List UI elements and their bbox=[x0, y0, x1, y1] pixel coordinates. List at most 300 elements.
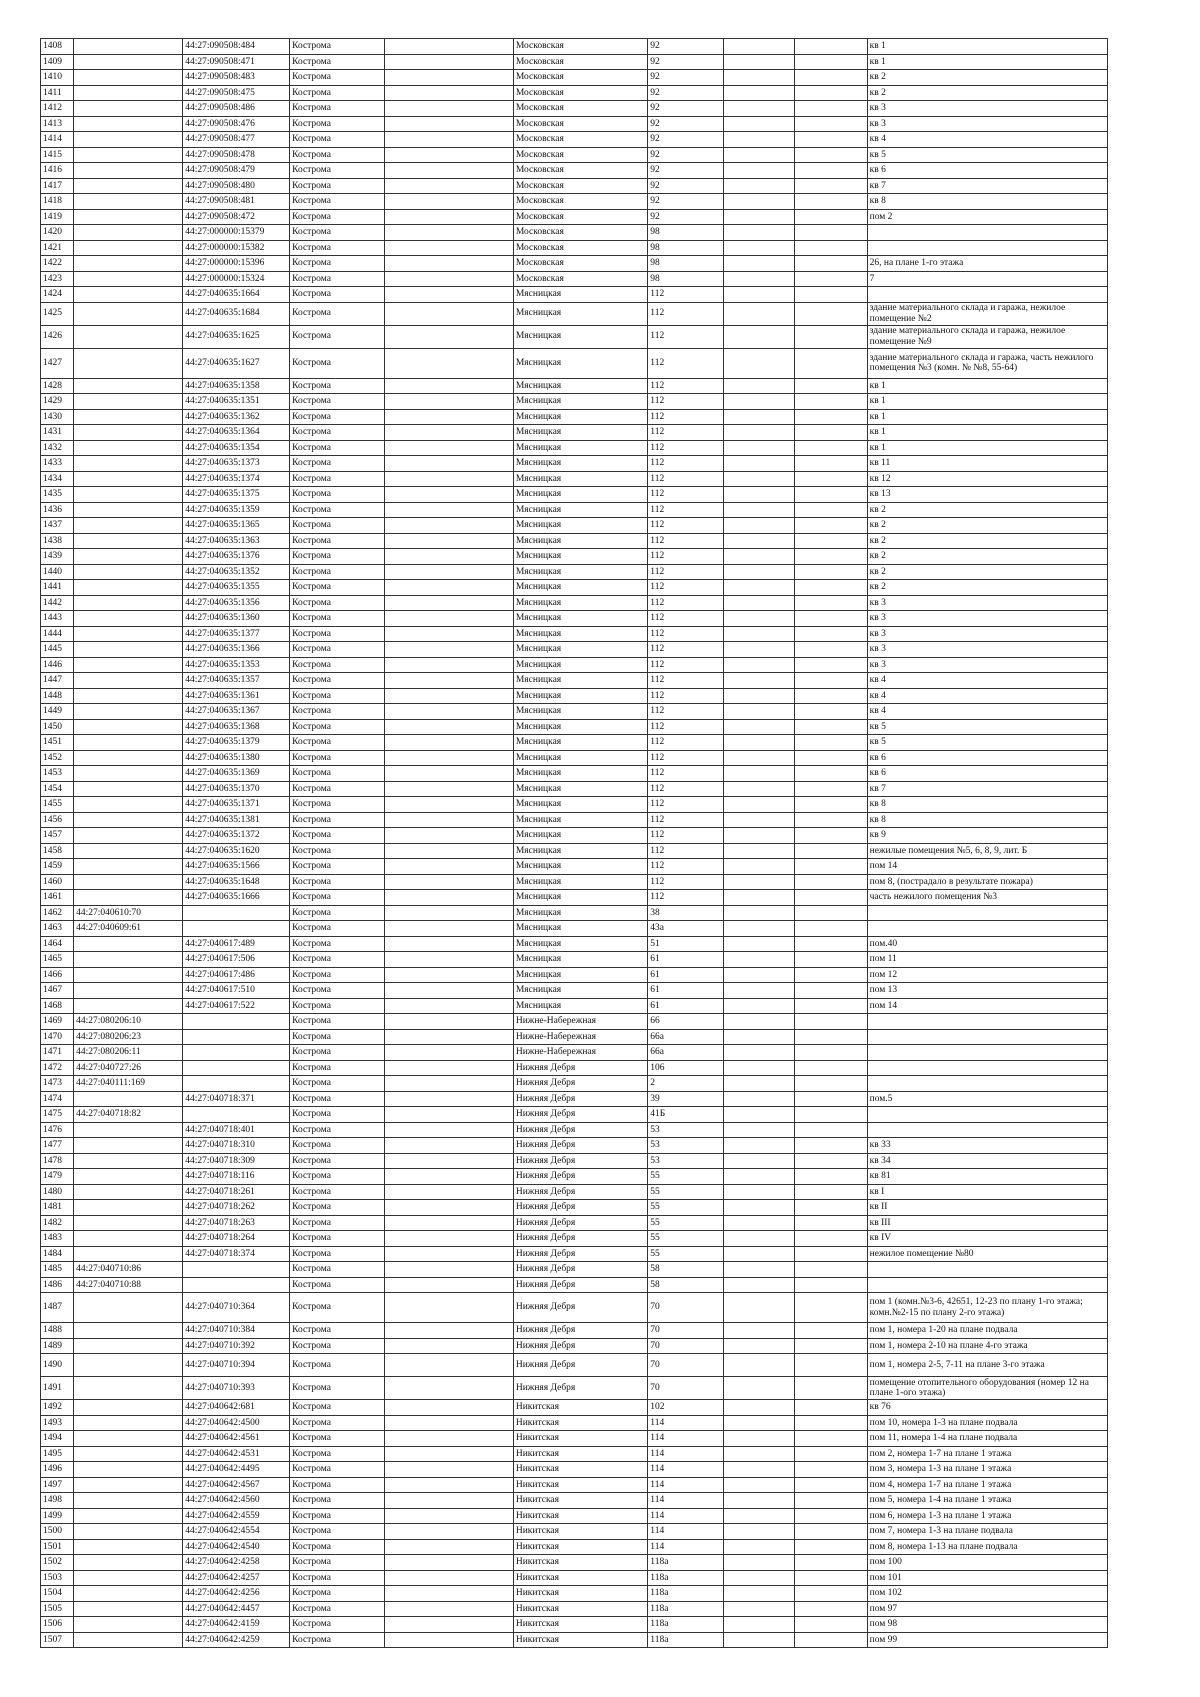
row-number-cell: 1447 bbox=[41, 673, 74, 689]
city-cell: Кострома bbox=[290, 874, 385, 890]
house-number-cell: 112 bbox=[648, 750, 724, 766]
house-number-cell: 39 bbox=[648, 1091, 724, 1107]
district-cell bbox=[384, 766, 513, 782]
table-row bbox=[41, 394, 1108, 410]
city-cell: Кострома bbox=[290, 70, 385, 86]
street-cell: Мясницкая bbox=[513, 905, 647, 921]
house-number-cell: 114 bbox=[648, 1524, 724, 1540]
building-cadastral-number-cell bbox=[74, 735, 183, 751]
premises-description-cell: кв III bbox=[867, 1215, 1107, 1231]
premises-description-cell: кв 5 bbox=[867, 719, 1107, 735]
structure-cell bbox=[794, 1277, 867, 1293]
building-cadastral-number-cell bbox=[74, 225, 183, 241]
house-number-cell: 92 bbox=[648, 163, 724, 179]
building-cadastral-number-cell bbox=[74, 1323, 183, 1339]
street-cell: Мясницкая bbox=[513, 998, 647, 1014]
house-number-cell: 114 bbox=[648, 1431, 724, 1447]
building-cadastral-number-cell: 44:27:040609:61 bbox=[74, 921, 183, 937]
building-cadastral-number-cell bbox=[74, 1293, 183, 1323]
table-row bbox=[41, 1601, 1108, 1617]
city-cell: Кострома bbox=[290, 1262, 385, 1278]
unit-cadastral-number-cell: 44:27:090508:486 bbox=[183, 101, 290, 117]
structure-cell bbox=[794, 471, 867, 487]
premises-description-cell: пом 10, номера 1-3 на плане подвала bbox=[867, 1415, 1107, 1431]
premises-description-cell: кв 2 bbox=[867, 518, 1107, 534]
premises-description-cell: пом 8, (пострадало в результате пожара) bbox=[867, 874, 1107, 890]
building-cell bbox=[724, 549, 795, 565]
unit-cadastral-number-cell: 44:27:040635:1374 bbox=[183, 471, 290, 487]
table-row bbox=[41, 70, 1108, 86]
building-cadastral-number-cell bbox=[74, 425, 183, 441]
city-cell: Кострома bbox=[290, 936, 385, 952]
unit-cadastral-number-cell: 44:27:040718:264 bbox=[183, 1231, 290, 1247]
row-number-cell: 1443 bbox=[41, 611, 74, 627]
house-number-cell: 112 bbox=[648, 348, 724, 378]
structure-cell bbox=[794, 1184, 867, 1200]
building-cadastral-number-cell bbox=[74, 983, 183, 999]
row-number-cell: 1473 bbox=[41, 1076, 74, 1092]
street-cell: Никитская bbox=[513, 1400, 647, 1416]
city-cell: Кострома bbox=[290, 1014, 385, 1030]
row-number-cell: 1497 bbox=[41, 1477, 74, 1493]
house-number-cell: 112 bbox=[648, 409, 724, 425]
building-cadastral-number-cell bbox=[74, 549, 183, 565]
building-cadastral-number-cell bbox=[74, 580, 183, 596]
street-cell: Мясницкая bbox=[513, 673, 647, 689]
street-cell: Нижняя Дебря bbox=[513, 1277, 647, 1293]
city-cell: Кострома bbox=[290, 1446, 385, 1462]
district-cell bbox=[384, 983, 513, 999]
table-row bbox=[41, 271, 1108, 287]
house-number-cell: 112 bbox=[648, 859, 724, 875]
street-cell: Нижне-Набережная bbox=[513, 1045, 647, 1061]
premises-description-cell bbox=[867, 1122, 1107, 1138]
structure-cell bbox=[794, 1076, 867, 1092]
house-number-cell: 112 bbox=[648, 564, 724, 580]
district-cell bbox=[384, 39, 513, 55]
unit-cadastral-number-cell bbox=[183, 1045, 290, 1061]
premises-description-cell: пом 11 bbox=[867, 952, 1107, 968]
premises-description-cell: пом 14 bbox=[867, 998, 1107, 1014]
city-cell: Кострома bbox=[290, 1415, 385, 1431]
building-cadastral-number-cell bbox=[74, 194, 183, 210]
row-number-cell: 1486 bbox=[41, 1277, 74, 1293]
district-cell bbox=[384, 1338, 513, 1354]
unit-cadastral-number-cell: 44:27:040635:1359 bbox=[183, 502, 290, 518]
premises-description-cell bbox=[867, 1107, 1107, 1123]
street-cell: Нижняя Дебря bbox=[513, 1262, 647, 1278]
premises-description-cell: кв 1 bbox=[867, 54, 1107, 70]
building-cell bbox=[724, 1277, 795, 1293]
district-cell bbox=[384, 70, 513, 86]
city-cell: Кострома bbox=[290, 1323, 385, 1339]
building-cell bbox=[724, 1446, 795, 1462]
building-cell bbox=[724, 936, 795, 952]
building-cadastral-number-cell bbox=[74, 1415, 183, 1431]
building-cadastral-number-cell: 44:27:040710:88 bbox=[74, 1277, 183, 1293]
building-cadastral-number-cell: 44:27:080206:11 bbox=[74, 1045, 183, 1061]
house-number-cell: 118а bbox=[648, 1555, 724, 1571]
premises-description-cell: кв 5 bbox=[867, 735, 1107, 751]
district-cell bbox=[384, 1539, 513, 1555]
table-row bbox=[41, 116, 1108, 132]
city-cell: Кострома bbox=[290, 998, 385, 1014]
unit-cadastral-number-cell: 44:27:040635:1371 bbox=[183, 797, 290, 813]
unit-cadastral-number-cell: 44:27:090508:481 bbox=[183, 194, 290, 210]
premises-description-cell: пом.40 bbox=[867, 936, 1107, 952]
unit-cadastral-number-cell: 44:27:040718:310 bbox=[183, 1138, 290, 1154]
table-row bbox=[41, 1415, 1108, 1431]
table-row bbox=[41, 302, 1108, 325]
table-row bbox=[41, 921, 1108, 937]
table-row bbox=[41, 843, 1108, 859]
city-cell: Кострома bbox=[290, 271, 385, 287]
row-number-cell: 1502 bbox=[41, 1555, 74, 1571]
row-number-cell: 1499 bbox=[41, 1508, 74, 1524]
house-number-cell: 61 bbox=[648, 967, 724, 983]
row-number-cell: 1411 bbox=[41, 85, 74, 101]
structure-cell bbox=[794, 1617, 867, 1633]
district-cell bbox=[384, 85, 513, 101]
premises-description-cell: кв 2 bbox=[867, 564, 1107, 580]
building-cadastral-number-cell bbox=[74, 178, 183, 194]
city-cell: Кострома bbox=[290, 533, 385, 549]
building-cadastral-number-cell bbox=[74, 673, 183, 689]
premises-description-cell bbox=[867, 1262, 1107, 1278]
district-cell bbox=[384, 673, 513, 689]
street-cell: Нижняя Дебря bbox=[513, 1122, 647, 1138]
structure-cell bbox=[794, 564, 867, 580]
house-number-cell: 70 bbox=[648, 1293, 724, 1323]
house-number-cell: 114 bbox=[648, 1477, 724, 1493]
unit-cadastral-number-cell: 44:27:040642:681 bbox=[183, 1400, 290, 1416]
building-cell bbox=[724, 1555, 795, 1571]
city-cell: Кострома bbox=[290, 750, 385, 766]
premises-description-cell: пом 13 bbox=[867, 983, 1107, 999]
unit-cadastral-number-cell: 44:27:040617:506 bbox=[183, 952, 290, 968]
structure-cell bbox=[794, 905, 867, 921]
unit-cadastral-number-cell: 44:27:040635:1375 bbox=[183, 487, 290, 503]
street-cell: Мясницкая bbox=[513, 657, 647, 673]
building-cadastral-number-cell bbox=[74, 1601, 183, 1617]
city-cell: Кострома bbox=[290, 797, 385, 813]
district-cell bbox=[384, 1415, 513, 1431]
building-cadastral-number-cell bbox=[74, 209, 183, 225]
district-cell bbox=[384, 1632, 513, 1648]
district-cell bbox=[384, 1446, 513, 1462]
structure-cell bbox=[794, 1431, 867, 1447]
unit-cadastral-number-cell: 44:27:090508:472 bbox=[183, 209, 290, 225]
building-cadastral-number-cell bbox=[74, 70, 183, 86]
city-cell: Кострома bbox=[290, 1539, 385, 1555]
house-number-cell: 112 bbox=[648, 580, 724, 596]
district-cell bbox=[384, 828, 513, 844]
street-cell: Нижняя Дебря bbox=[513, 1060, 647, 1076]
building-cell bbox=[724, 394, 795, 410]
structure-cell bbox=[794, 54, 867, 70]
premises-description-cell: кв 3 bbox=[867, 116, 1107, 132]
structure-cell bbox=[794, 967, 867, 983]
city-cell: Кострома bbox=[290, 1045, 385, 1061]
table-row bbox=[41, 936, 1108, 952]
structure-cell bbox=[794, 812, 867, 828]
district-cell bbox=[384, 1431, 513, 1447]
building-cadastral-number-cell bbox=[74, 409, 183, 425]
structure-cell bbox=[794, 549, 867, 565]
table-row bbox=[41, 409, 1108, 425]
premises-description-cell: пом 98 bbox=[867, 1617, 1107, 1633]
row-number-cell: 1413 bbox=[41, 116, 74, 132]
building-cadastral-number-cell bbox=[74, 1617, 183, 1633]
unit-cadastral-number-cell: 44:27:040718:309 bbox=[183, 1153, 290, 1169]
row-number-cell: 1432 bbox=[41, 440, 74, 456]
building-cadastral-number-cell bbox=[74, 812, 183, 828]
house-number-cell: 92 bbox=[648, 147, 724, 163]
premises-description-cell: кв 11 bbox=[867, 456, 1107, 472]
premises-description-cell: здание материального склада и гаража, часть нежилого помещения №3 (комн. № №8, 55-64) bbox=[867, 348, 1107, 378]
district-cell bbox=[384, 1060, 513, 1076]
building-cadastral-number-cell bbox=[74, 271, 183, 287]
building-cadastral-number-cell bbox=[74, 287, 183, 303]
premises-description-cell: пом 11, номера 1-4 на плане подвала bbox=[867, 1431, 1107, 1447]
structure-cell bbox=[794, 921, 867, 937]
building-cell bbox=[724, 1601, 795, 1617]
unit-cadastral-number-cell: 44:27:040710:364 bbox=[183, 1293, 290, 1323]
building-cadastral-number-cell bbox=[74, 781, 183, 797]
city-cell: Кострома bbox=[290, 1231, 385, 1247]
building-cell bbox=[724, 271, 795, 287]
row-number-cell: 1461 bbox=[41, 890, 74, 906]
row-number-cell: 1415 bbox=[41, 147, 74, 163]
premises-description-cell bbox=[867, 1076, 1107, 1092]
district-cell bbox=[384, 1477, 513, 1493]
building-cell bbox=[724, 147, 795, 163]
premises-description-cell: кв 34 bbox=[867, 1153, 1107, 1169]
building-cell bbox=[724, 1076, 795, 1092]
house-number-cell: 53 bbox=[648, 1138, 724, 1154]
structure-cell bbox=[794, 116, 867, 132]
structure-cell bbox=[794, 797, 867, 813]
district-cell bbox=[384, 225, 513, 241]
structure-cell bbox=[794, 39, 867, 55]
table-row bbox=[41, 1477, 1108, 1493]
row-number-cell: 1420 bbox=[41, 225, 74, 241]
building-cell bbox=[724, 1539, 795, 1555]
building-cell bbox=[724, 626, 795, 642]
premises-description-cell: кв 9 bbox=[867, 828, 1107, 844]
building-cell bbox=[724, 1586, 795, 1602]
city-cell: Кострома bbox=[290, 1246, 385, 1262]
structure-cell bbox=[794, 209, 867, 225]
unit-cadastral-number-cell: 44:27:040635:1620 bbox=[183, 843, 290, 859]
city-cell: Кострома bbox=[290, 1493, 385, 1509]
premises-description-cell: кв 5 bbox=[867, 147, 1107, 163]
building-cadastral-number-cell: 44:27:040718:82 bbox=[74, 1107, 183, 1123]
row-number-cell: 1481 bbox=[41, 1200, 74, 1216]
table-row bbox=[41, 518, 1108, 534]
building-cadastral-number-cell bbox=[74, 719, 183, 735]
street-cell: Мясницкая bbox=[513, 626, 647, 642]
city-cell: Кострома bbox=[290, 487, 385, 503]
building-cadastral-number-cell bbox=[74, 952, 183, 968]
building-cadastral-number-cell bbox=[74, 874, 183, 890]
unit-cadastral-number-cell bbox=[183, 921, 290, 937]
row-number-cell: 1458 bbox=[41, 843, 74, 859]
structure-cell bbox=[794, 1524, 867, 1540]
city-cell: Кострома bbox=[290, 967, 385, 983]
premises-description-cell: кв 6 bbox=[867, 163, 1107, 179]
district-cell bbox=[384, 487, 513, 503]
district-cell bbox=[384, 325, 513, 348]
structure-cell bbox=[794, 1477, 867, 1493]
unit-cadastral-number-cell: 44:27:040635:1566 bbox=[183, 859, 290, 875]
table-row bbox=[41, 1431, 1108, 1447]
district-cell bbox=[384, 518, 513, 534]
district-cell bbox=[384, 1617, 513, 1633]
street-cell: Московская bbox=[513, 132, 647, 148]
building-cadastral-number-cell bbox=[74, 1354, 183, 1377]
building-cadastral-number-cell bbox=[74, 1539, 183, 1555]
building-cell bbox=[724, 533, 795, 549]
city-cell: Кострома bbox=[290, 1617, 385, 1633]
house-number-cell: 55 bbox=[648, 1231, 724, 1247]
street-cell: Нижняя Дебря bbox=[513, 1246, 647, 1262]
structure-cell bbox=[794, 1354, 867, 1377]
table-row bbox=[41, 580, 1108, 596]
house-number-cell: 98 bbox=[648, 256, 724, 272]
row-number-cell: 1424 bbox=[41, 287, 74, 303]
structure-cell bbox=[794, 657, 867, 673]
structure-cell bbox=[794, 611, 867, 627]
street-cell: Московская bbox=[513, 85, 647, 101]
house-number-cell: 112 bbox=[648, 843, 724, 859]
building-cadastral-number-cell bbox=[74, 1122, 183, 1138]
building-cell bbox=[724, 1632, 795, 1648]
structure-cell bbox=[794, 1338, 867, 1354]
table-row bbox=[41, 1215, 1108, 1231]
premises-description-cell bbox=[867, 905, 1107, 921]
row-number-cell: 1433 bbox=[41, 456, 74, 472]
district-cell bbox=[384, 163, 513, 179]
city-cell: Кострома bbox=[290, 1029, 385, 1045]
structure-cell bbox=[794, 394, 867, 410]
building-cadastral-number-cell bbox=[74, 456, 183, 472]
structure-cell bbox=[794, 1200, 867, 1216]
street-cell: Мясницкая bbox=[513, 287, 647, 303]
building-cadastral-number-cell bbox=[74, 704, 183, 720]
house-number-cell: 92 bbox=[648, 70, 724, 86]
table-row bbox=[41, 967, 1108, 983]
house-number-cell: 112 bbox=[648, 456, 724, 472]
premises-description-cell: кв 1 bbox=[867, 440, 1107, 456]
row-number-cell: 1480 bbox=[41, 1184, 74, 1200]
street-cell: Нижняя Дебря bbox=[513, 1200, 647, 1216]
building-cell bbox=[724, 325, 795, 348]
building-cell bbox=[724, 750, 795, 766]
premises-description-cell: кв 12 bbox=[867, 471, 1107, 487]
unit-cadastral-number-cell: 44:27:040635:1358 bbox=[183, 378, 290, 394]
row-number-cell: 1493 bbox=[41, 1415, 74, 1431]
unit-cadastral-number-cell: 44:27:040635:1380 bbox=[183, 750, 290, 766]
house-number-cell: 55 bbox=[648, 1169, 724, 1185]
house-number-cell: 118а bbox=[648, 1586, 724, 1602]
premises-description-cell: 26, на плане 1-го этажа bbox=[867, 256, 1107, 272]
table-row bbox=[41, 1169, 1108, 1185]
street-cell: Никитская bbox=[513, 1617, 647, 1633]
house-number-cell: 92 bbox=[648, 132, 724, 148]
unit-cadastral-number-cell bbox=[183, 1262, 290, 1278]
row-number-cell: 1439 bbox=[41, 549, 74, 565]
district-cell bbox=[384, 209, 513, 225]
row-number-cell: 1477 bbox=[41, 1138, 74, 1154]
city-cell: Кострома bbox=[290, 890, 385, 906]
row-number-cell: 1456 bbox=[41, 812, 74, 828]
unit-cadastral-number-cell: 44:27:040635:1366 bbox=[183, 642, 290, 658]
building-cell bbox=[724, 905, 795, 921]
structure-cell bbox=[794, 580, 867, 596]
city-cell: Кострома bbox=[290, 859, 385, 875]
district-cell bbox=[384, 1323, 513, 1339]
premises-description-cell: кв II bbox=[867, 1200, 1107, 1216]
table-row bbox=[41, 101, 1108, 117]
premises-description-cell bbox=[867, 287, 1107, 303]
building-cell bbox=[724, 471, 795, 487]
house-number-cell: 112 bbox=[648, 828, 724, 844]
table-row bbox=[41, 132, 1108, 148]
building-cadastral-number-cell bbox=[74, 502, 183, 518]
row-number-cell: 1442 bbox=[41, 595, 74, 611]
city-cell: Кострома bbox=[290, 1431, 385, 1447]
row-number-cell: 1448 bbox=[41, 688, 74, 704]
building-cadastral-number-cell bbox=[74, 518, 183, 534]
table-row bbox=[41, 766, 1108, 782]
structure-cell bbox=[794, 1508, 867, 1524]
district-cell bbox=[384, 1400, 513, 1416]
street-cell: Никитская bbox=[513, 1431, 647, 1447]
structure-cell bbox=[794, 1169, 867, 1185]
house-number-cell: 114 bbox=[648, 1462, 724, 1478]
district-cell bbox=[384, 1153, 513, 1169]
building-cell bbox=[724, 967, 795, 983]
premises-description-cell: кв 8 bbox=[867, 812, 1107, 828]
city-cell: Кострома bbox=[290, 1524, 385, 1540]
building-cell bbox=[724, 425, 795, 441]
building-cell bbox=[724, 1122, 795, 1138]
street-cell: Никитская bbox=[513, 1601, 647, 1617]
street-cell: Московская bbox=[513, 240, 647, 256]
building-cell bbox=[724, 456, 795, 472]
unit-cadastral-number-cell: 44:27:040642:4495 bbox=[183, 1462, 290, 1478]
district-cell bbox=[384, 101, 513, 117]
house-number-cell: 70 bbox=[648, 1338, 724, 1354]
unit-cadastral-number-cell: 44:27:000000:15324 bbox=[183, 271, 290, 287]
building-cadastral-number-cell bbox=[74, 1169, 183, 1185]
structure-cell bbox=[794, 843, 867, 859]
building-cadastral-number-cell bbox=[74, 595, 183, 611]
premises-description-cell: пом 100 bbox=[867, 1555, 1107, 1571]
table-row bbox=[41, 952, 1108, 968]
unit-cadastral-number-cell: 44:27:040635:1648 bbox=[183, 874, 290, 890]
row-number-cell: 1460 bbox=[41, 874, 74, 890]
row-number-cell: 1455 bbox=[41, 797, 74, 813]
table-row bbox=[41, 1029, 1108, 1045]
street-cell: Мясницкая bbox=[513, 812, 647, 828]
premises-description-cell: пом 6, номера 1-3 на плане 1 этажа bbox=[867, 1508, 1107, 1524]
table-row bbox=[41, 1508, 1108, 1524]
building-cadastral-number-cell bbox=[74, 688, 183, 704]
building-cadastral-number-cell bbox=[74, 116, 183, 132]
premises-description-cell: пом 7, номера 1-3 на плане подвала bbox=[867, 1524, 1107, 1540]
